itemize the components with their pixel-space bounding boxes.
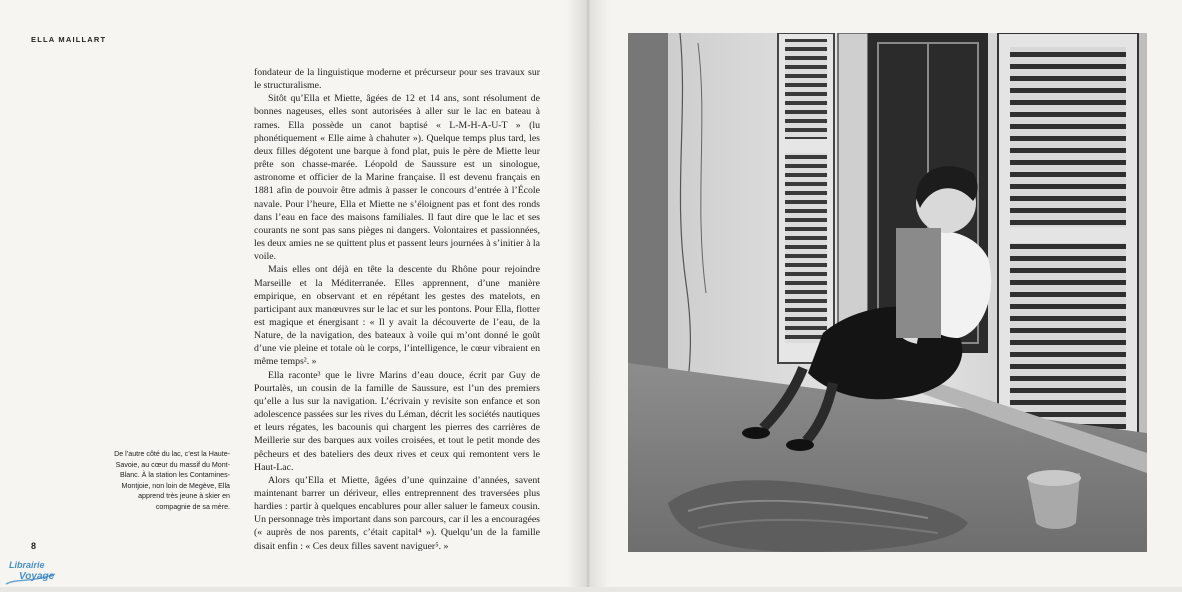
running-head: ELLA MAILLART (31, 35, 107, 44)
watermark-line1: Librairie (9, 560, 45, 570)
left-page (0, 0, 588, 587)
body-text (254, 66, 540, 553)
paragraph: Sitôt qu’Ella et Miette, âgées de 12 et 14 ans, sont résolument de bonnes nageuses, elles sont autorisées à aller sur le lac en bateau à rames. Ella possède un canot baptisé « L-M-H-A-U-T » (lu phonétiquement « Elle aime à chahuter »). Quelque temps plus tard, les deux filles dégotent une barque à fond plat, puis le père de Miette leur prête son chasse-marée. Léopold de Saussure est un sinologue, astronome et officier de la Marine française. Il est devenu français en 1881 afin de pouvoir être admis à passer le concours d’entrée à l’École navale. Pour l’heure, Ella et Miette ne s’éloignent pas et font des ronds dans l’eau en face des maisons familiales. Il faut dire que le lac et ses courants ne sont pas sans pièges ni dangers. Volontaires et passionnées, les deux amies ne se quittent plus et passent leurs journées à s’initier à la voile. (254, 93, 540, 263)
watermark-line2: Voyage (19, 571, 55, 582)
book-gutter (566, 0, 610, 587)
paragraph: Mais elles ont déjà en tête la descente du Rhône pour rejoindre Marseille et la Méditerranée. Elles apprennent, d’une manière empirique, en observant et en répétant les gestes des matelots, en participant aux manœuvres sur le lac et sur les pontons. Pour Ella, flotter est magique et énergisant : « Il y avait la découverte de l’eau, de la Nature, de la navigation, des bateaux à voile qui m’ont donné le goût d’une vie pleine et totale où le corps, l’intelligence, le cœur vibraient en même temps². » (254, 264, 540, 368)
paragraph: Alors qu’Ella et Miette, âgées d’une quinzaine d’années, savent maintenant barrer un dériveur, elles entreprennent des traversées plus hardies : partir à quelques encablures pour aller saluer le fameux cousin. Un personnage très important dans son parcours, car il les a encouragées (« auprès de nos parents, c’était capital⁴ »). Quelqu’un de la famille disait enfin : « Ces deux filles savent naviguer⁵. » (254, 474, 540, 552)
page-number: 8 (31, 541, 37, 551)
watermark-logo (3, 556, 58, 587)
photo-caption: De l’autre côté du lac, c’est la Haute-Savoie, au cœur du massif du Mont-Blanc. À la station les Contamines-Montjoie, non loin de Megève, Ella apprend très jeune à skier en compagnie de sa mère. (114, 450, 230, 511)
photograph (628, 33, 1147, 552)
paragraph: Ella raconte³ que le livre Marins d’eau douce, écrit par Guy de Pourtalès, un cousin de la famille de Saussure, est l’un des premiers qu’elle a lus sur la navigation. L’écrivain y revisite son enfance et son adolescence passées sur les rives du Léman, décrit les sociétés nautiques et leurs régates, les bacounis qui chargent les pierres des carrières de Meillerie sur des barques aux voiles croisées, et tout le petit monde des pêcheurs et des bateliers des deux rives et ceux qui remontent vers le Haut-Lac. (254, 369, 540, 473)
paragraph: fondateur de la linguistique moderne et précurseur pour ses travaux sur le structuralisme. (254, 67, 540, 92)
